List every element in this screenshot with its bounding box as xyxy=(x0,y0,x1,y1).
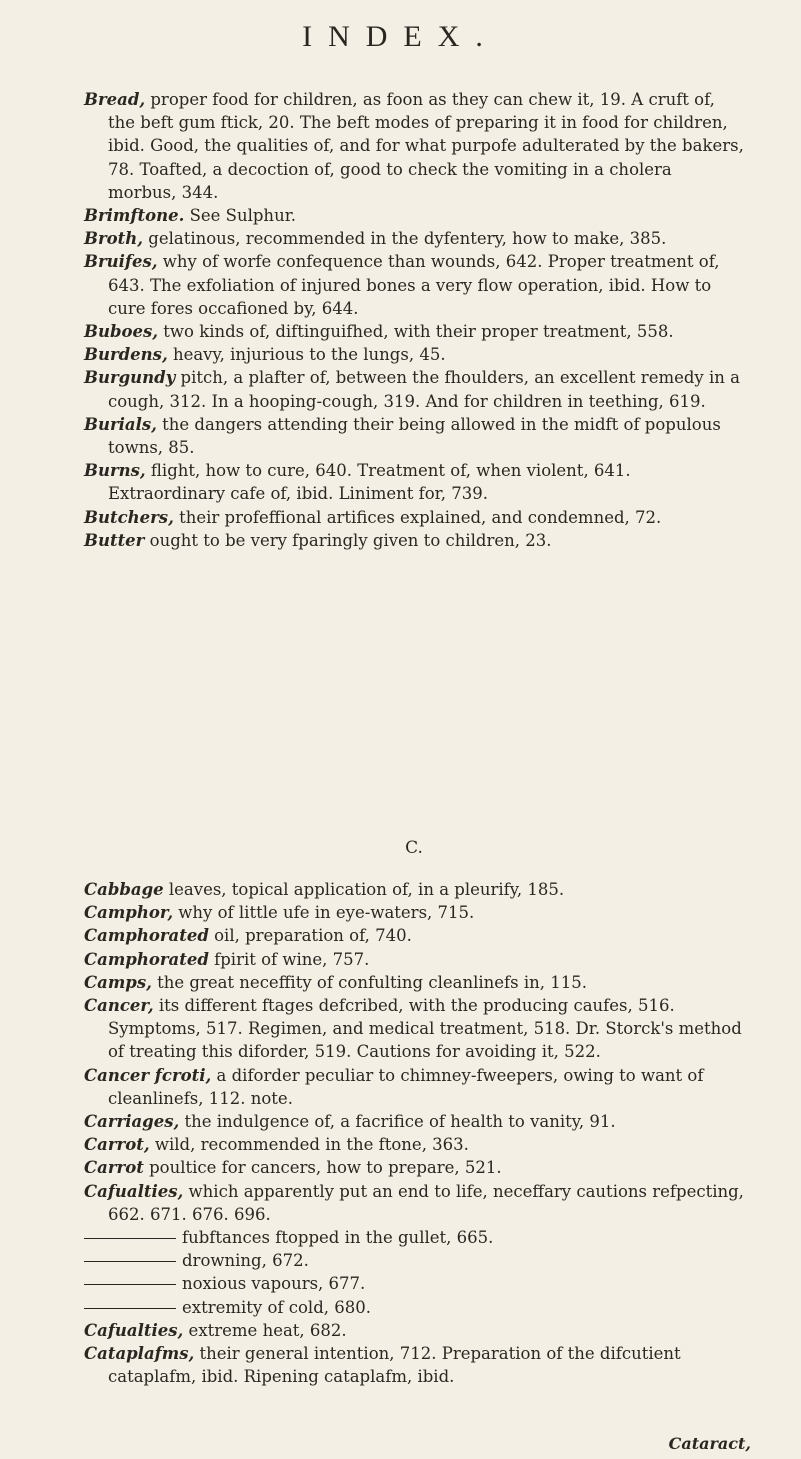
sub-entry: fubftances ftopped in the gullet, 665. xyxy=(84,1226,744,1249)
index-entry: Burials, the dangers attending their being allowed in the midft of populous towns, 85. xyxy=(84,414,721,458)
index-entry: Cancer, its different ftages defcribed, with the producing caufes, 516. Symptoms, 517. Regimen, and medical treatment, 518. Dr. Storck's method of treating this diforder, 519. Cautions for avoiding it, 522. xyxy=(84,996,742,1062)
catchword: Cataract, xyxy=(668,1434,751,1453)
ditto-rule xyxy=(84,1261,176,1262)
index-entry: Cafualties, extreme heat, 682. xyxy=(84,1320,347,1340)
index-entry: Cabbage leaves, topical application of, in a pleurify, 185. xyxy=(84,880,565,899)
index-entry: Brimftone. See Sulphur. xyxy=(84,206,297,226)
index-entry: Carriages, the indulgence of, a facrifice of health to vanity, 91. xyxy=(84,1112,616,1132)
c-entries xyxy=(84,878,744,1388)
sub-entry: extremity of cold, 680. xyxy=(84,1296,744,1319)
ditto-rule xyxy=(84,1284,176,1285)
index-entry: Burns, flight, how to cure, 640. Treatment of, when violent, 641. Extraordinary cafe of, ibid. Liniment for, 739. xyxy=(84,461,631,504)
sub-entry: noxious vapours, 677. xyxy=(84,1272,744,1295)
index-entry: Broth, gelatinous, recommended in the dyfentery, how to make, 385. xyxy=(84,229,667,249)
index-entry: Camphorated fpirit of wine, 757. xyxy=(84,949,370,969)
index-entry: Burgundy pitch, a plafter of, between the fhoulders, an excellent remedy in a cough, 312. In a hooping-cough, 319. And for children in teething, 619. xyxy=(84,368,740,411)
ditto-rule xyxy=(84,1238,176,1239)
index-entry: Carrot poultice for cancers, how to prepare, 521. xyxy=(84,1158,502,1178)
index-entry: Butchers, their profeffional artifices explained, and condemned, 72. xyxy=(84,507,662,527)
page-header: INDEX. xyxy=(302,20,499,53)
sub-entry: drowning, 672. xyxy=(84,1249,744,1272)
index-entry: Camphorated oil, preparation of, 740. xyxy=(84,926,412,946)
index-entry: Cafualties, which apparently put an end to life, neceffary cautions refpecting, 662. 671. 676. 696. xyxy=(84,1181,744,1224)
ditto-rule xyxy=(84,1308,176,1309)
index-entry: Camphor, why of little ufe in eye-waters, 715. xyxy=(84,903,475,923)
c-section xyxy=(84,838,744,858)
section-letter: C. xyxy=(405,838,423,858)
index-entry: Bruifes, why of worfe confequence than wounds, 642. Proper treatment of, 643. The exfoliation of injured bones a very flow operation, ibid. How to cure fores occafioned by, 644. xyxy=(84,252,720,318)
index-entry: Camps, the great neceffity of confulting cleanlinefs in, 115. xyxy=(84,972,587,992)
index-entry: Butter ought to be very fparingly given to children, 23. xyxy=(84,530,552,550)
index-entry: Cataplafms, their general intention, 712. Preparation of the difcutient cataplafm, ibid. Ripening cataplafm, ibid. xyxy=(84,1344,681,1387)
index-entry: Buboes, two kinds of, diftinguifhed, with their proper treatment, 558. xyxy=(84,322,674,342)
index-entry: Bread, proper food for children, as foon as they can chew it, 19. A cruft of, the beft gum ftick, 20. The beft modes of preparing it in food for children, ibid. Good, the qualities of, and for what purpofe adulterated by the bakers, 78. Toafted, a decoction of, good to check the vomiting in a cholera morbus, 344. xyxy=(84,90,744,202)
b-entries xyxy=(84,88,744,552)
index-entry: Burdens, heavy, injurious to the lungs, 45. xyxy=(84,345,446,365)
index-entry: Carrot, wild, recommended in the ftone, 363. xyxy=(84,1135,469,1155)
index-entry: Cancer fcroti, a diforder peculiar to chimney-fweepers, owing to want of cleanlinefs, 112. note. xyxy=(84,1065,704,1108)
